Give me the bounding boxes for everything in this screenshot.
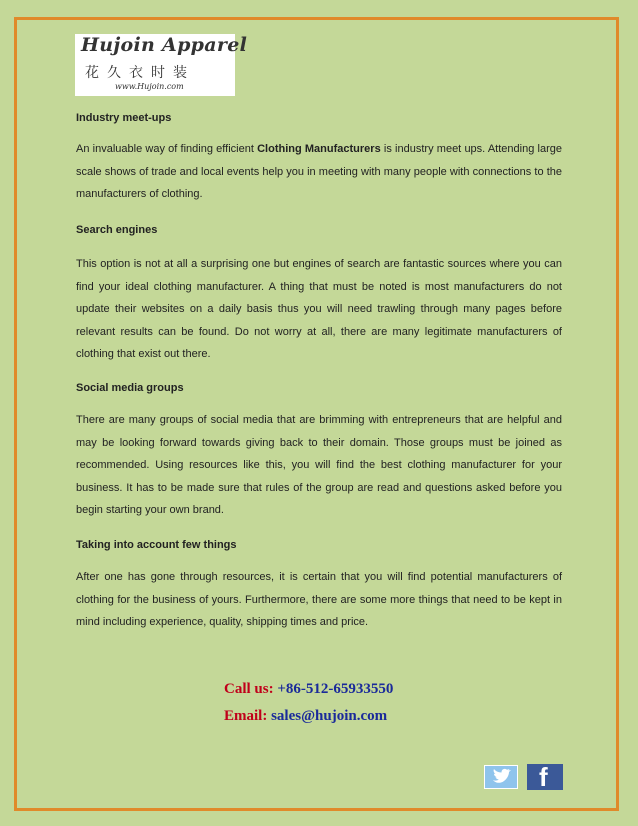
separator: : bbox=[262, 708, 272, 724]
section-text-industry-meetups bbox=[76, 138, 562, 206]
company-logo bbox=[75, 34, 248, 96]
contact-block bbox=[224, 676, 393, 730]
logo-chinese-name: 花久衣时装 bbox=[85, 65, 195, 81]
contact-email-line bbox=[224, 703, 393, 730]
separator: : bbox=[268, 681, 278, 697]
twitter-bird-icon bbox=[485, 766, 517, 788]
email-label: Email bbox=[224, 708, 263, 724]
section-heading-industry-meetups: Industry meet-ups bbox=[76, 112, 172, 124]
call-label: Call us bbox=[224, 681, 269, 697]
bold-keyword: Clothing Manufacturers bbox=[257, 143, 381, 155]
contact-phone-line bbox=[224, 676, 393, 703]
section-heading-social-media: Social media groups bbox=[76, 382, 184, 394]
text-run: is industry meet ups. Attending large scale shows of trade and local events help you in meeting with many people with connections to the manufacturers of clothing. bbox=[76, 143, 562, 200]
logo-url: www.Hujoin.com bbox=[115, 82, 184, 91]
section-text-search-engines: This option is not at all a surprising one but engines of search are fantastic sources where you can find your ideal clothing manufacturer. A thing that must be noted is most manufacturers do not update their websites on a daily basis thus you will need trawling through many pages before relevant results can be found. Do not worry at all, there are many legitimate manufacturers of clothing that exist out there. bbox=[76, 258, 562, 360]
section-text-few-things: After one has gone through resources, it is certain that you will find potential manufacturers of clothing for the business of yours. Furthermore, there are some more things that need to be kept in mind including experience, quality, shipping times and price. bbox=[76, 571, 562, 628]
section-text-social-media: There are many groups of social media that are brimming with entrepreneurs that are helpful and may be looking forward towards giving back to their domain. Those groups must be joined as recommended. Using resources like this, you will find the best clothing manufacturer for your business. It has to be made sure that rules of the group are read and questions asked before you begin starting your own brand. bbox=[76, 414, 562, 516]
text-run: An invaluable way of finding efficient bbox=[76, 143, 258, 155]
section-heading-search-engines: Search engines bbox=[76, 224, 158, 236]
phone-number[interactable]: +86-512-65933550 bbox=[277, 681, 394, 697]
logo-brand-name: Hujoin Apparel bbox=[81, 34, 248, 56]
facebook-icon[interactable] bbox=[527, 764, 563, 790]
facebook-glyph: f bbox=[539, 762, 548, 792]
section-heading-few-things: Taking into account few things bbox=[76, 539, 237, 551]
email-address[interactable]: sales@hujoin.com bbox=[271, 708, 388, 724]
twitter-icon[interactable] bbox=[484, 765, 518, 789]
